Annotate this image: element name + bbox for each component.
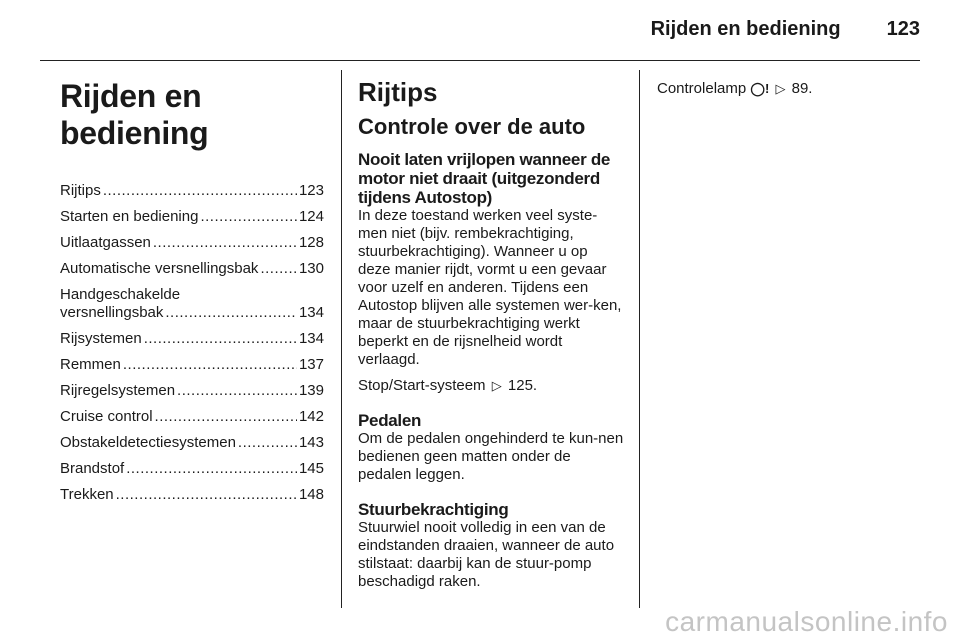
warning-text: In deze toestand werken veel syste-men niet (bijv. rembekrachtiging, stuurbekrachtiging). Wanneer u op deze manier rijdt, vormt u een gevaar voor uzelf en anderen. Tijdens een Autostop blijven alle systemen wer-ken, maar de stuurbekrachtiging werkt beperkt en de rijsnelheid wordt verlaagd. [358, 207, 622, 368]
toc-page: 124 [298, 208, 324, 225]
toc-page: 130 [298, 260, 324, 277]
toc-page: 123 [298, 182, 324, 199]
xref-warning-lamp[interactable] [657, 80, 927, 98]
toc-label: Brandstof [60, 460, 125, 477]
xref-stop-start[interactable] [358, 377, 624, 395]
toc-page: 134 [298, 330, 324, 347]
watermark: carmanualsonline.info [665, 606, 948, 637]
section-column [358, 70, 624, 591]
toc-entry[interactable] [60, 486, 324, 504]
page-number: 123 [886, 18, 920, 40]
pedals-heading: Pedalen [358, 411, 422, 430]
toc-label: Automatische versnellingsbak [60, 260, 259, 277]
toc-page: 128 [298, 234, 324, 251]
toc-label: Obstakeldetectiesystemen [60, 434, 236, 451]
toc-page: 134 [298, 304, 324, 321]
toc-entry[interactable] [60, 356, 324, 374]
steering-heading: Stuurbekrachtiging [358, 500, 509, 519]
toc-label: Rijregelsystemen [60, 382, 176, 399]
pedals-text: Om de pedalen ongehinderd te kun-nen bedienen geen matten onder de pedalen leggen. [358, 430, 624, 483]
toc-label: Remmen [60, 356, 121, 373]
toc-label: Rijtips [60, 182, 101, 199]
header-rule [40, 60, 920, 61]
toc-entry[interactable] [60, 182, 324, 200]
toc-entry[interactable] [60, 434, 324, 452]
toc-page: 142 [298, 408, 324, 425]
toc-entry[interactable] [60, 408, 324, 426]
xref-label: Stop/Start-systeem [358, 377, 486, 394]
toc-entry[interactable] [60, 234, 324, 252]
chapter-column [60, 70, 324, 512]
toc-label: versnellingsbak [60, 304, 164, 321]
running-header [40, 18, 920, 48]
toc-page: 145 [298, 460, 324, 477]
warning-heading: Nooit laten vrijlopen wanneer de motor niet draait (uitgezonderd tijdens Autostop) [358, 150, 611, 207]
xref-page: 89. [791, 80, 813, 97]
steering-warning-lamp-icon: ◯! [750, 81, 770, 96]
toc-page: 139 [298, 382, 324, 399]
toc-entry[interactable] [60, 382, 324, 400]
toc-page: 143 [298, 434, 324, 451]
chapter-title: Rijden en bediening [60, 78, 209, 151]
xref-page: 125. [507, 377, 538, 394]
toc-entry[interactable] [60, 286, 324, 322]
steering-text: Stuurwiel nooit volledig in een van de eindstanden draaien, wanneer de auto stilstaat: daarbij kan de stuur-pomp beschadigd raken. [358, 519, 615, 590]
page-reference-arrow-icon: ▷ [491, 378, 502, 393]
toc-label: Trekken [60, 486, 114, 503]
toc-page: 137 [298, 356, 324, 373]
page-reference-arrow-icon: ▷ [775, 81, 786, 96]
toc-entry[interactable] [60, 330, 324, 348]
toc-label: Starten en bediening [60, 208, 199, 225]
toc-page: 148 [298, 486, 324, 503]
toc-entry[interactable] [60, 460, 324, 478]
table-of-contents [60, 182, 324, 504]
column-divider-1 [341, 70, 342, 608]
section-title: Rijtips [358, 77, 438, 107]
toc-label: Uitlaatgassen [60, 234, 151, 251]
toc-entry[interactable] [60, 208, 324, 226]
section-subtitle: Controle over de auto [358, 114, 586, 139]
toc-label: Cruise control [60, 408, 153, 425]
toc-entry[interactable] [60, 260, 324, 278]
toc-label-line1: Handgeschakelde [60, 286, 181, 303]
toc-label: Rijsystemen [60, 330, 142, 347]
continuation-column [657, 70, 927, 98]
xref-label: Controlelamp [657, 80, 747, 97]
column-divider-2 [639, 70, 640, 608]
running-header-title: Rijden en bediening [650, 18, 841, 40]
